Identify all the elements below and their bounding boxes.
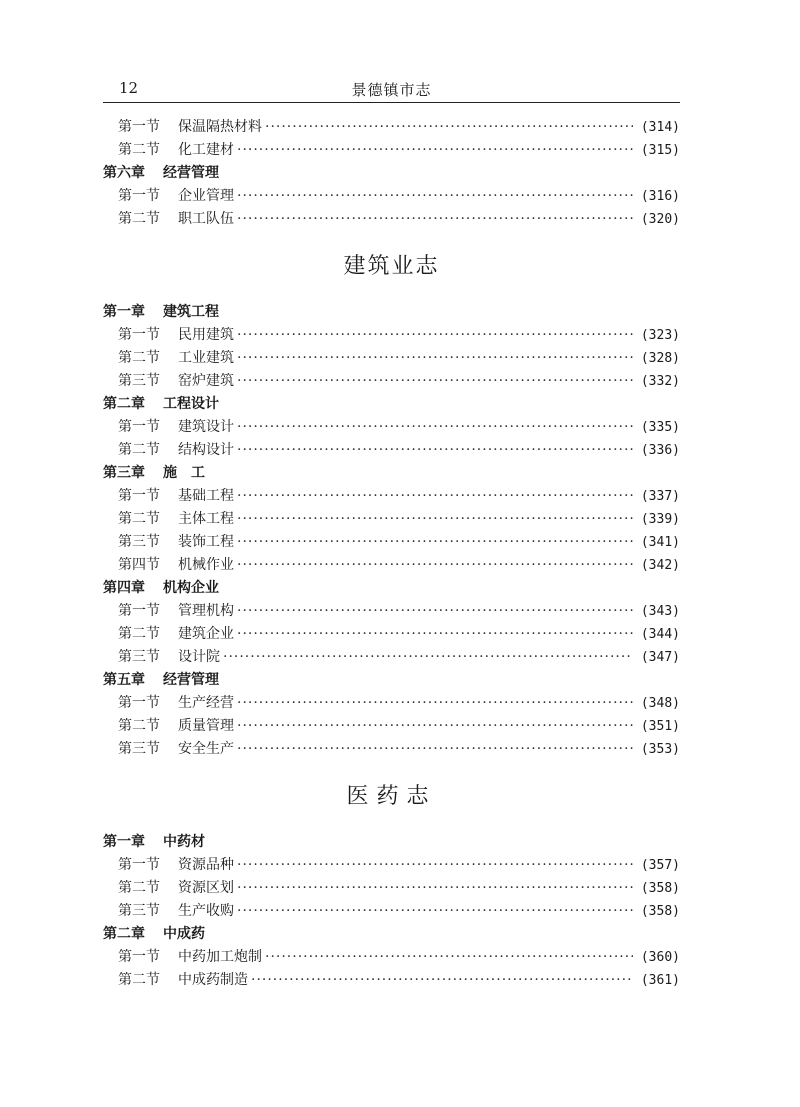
toc-section: 第二节 工业建筑 ····· (328) bbox=[103, 347, 680, 370]
book-title: 景德镇市志 bbox=[351, 81, 432, 99]
toc-section: 第一节 保温隔热材料 ····· (314) bbox=[103, 116, 680, 139]
toc-section: 第二节 结构设计 ····· (336) bbox=[103, 439, 680, 462]
toc-chapter: 第二章 工程设计 bbox=[103, 396, 219, 412]
volume-title: 医药志 bbox=[346, 784, 437, 809]
toc-chapter: 第五章 经营管理 bbox=[103, 672, 219, 688]
toc-section: 第一节 民用建筑 ····· (323) bbox=[103, 324, 680, 347]
toc-section: 第三节 装饰工程 ····· (341) bbox=[103, 531, 680, 554]
toc-section: 第一节 生产经营 ····· (348) bbox=[103, 692, 680, 715]
toc-section: 第二节 职工队伍 ····· (320) bbox=[103, 208, 680, 231]
toc-section: 第二节 建筑企业 ····· (344) bbox=[103, 623, 680, 646]
toc-section: 第二节 质量管理 ····· (351) bbox=[103, 715, 680, 738]
toc-section: 第三节 设计院 ····· (347) bbox=[103, 646, 680, 669]
page-number: 12 bbox=[119, 79, 139, 97]
volume-title: 建筑业志 bbox=[343, 254, 440, 279]
toc-section: 第一节 中药加工炮制 ····· (360) bbox=[103, 946, 680, 969]
toc-chapter: 第六章 经营管理 bbox=[103, 165, 219, 181]
toc-chapter: 第四章 机构企业 bbox=[103, 580, 219, 596]
toc-section: 第三节 安全生产 ····· (353) bbox=[103, 738, 680, 761]
page-header bbox=[103, 76, 680, 103]
toc-chapter: 第一章 中药材 bbox=[103, 834, 205, 850]
toc-section: 第一节 企业管理 ····· (316) bbox=[103, 185, 680, 208]
toc-section: 第四节 机械作业 ····· (342) bbox=[103, 554, 680, 577]
toc-chapter: 第二章 中成药 bbox=[103, 926, 205, 942]
toc-section: 第一节 管理机构 ····· (343) bbox=[103, 600, 680, 623]
toc-section: 第二节 中成药制造 ····· (361) bbox=[103, 969, 680, 992]
toc-section: 第二节 化工建材 ····· (315) bbox=[103, 139, 680, 162]
table-of-contents bbox=[103, 116, 680, 992]
toc-chapter: 第三章 施 工 bbox=[103, 465, 205, 481]
toc-section: 第一节 基础工程 ····· (337) bbox=[103, 485, 680, 508]
toc-section: 第二节 资源区划 ····· (358) bbox=[103, 877, 680, 900]
toc-section: 第二节 主体工程 ····· (339) bbox=[103, 508, 680, 531]
toc-chapter: 第一章 建筑工程 bbox=[103, 304, 219, 320]
toc-section: 第三节 生产收购 ····· (358) bbox=[103, 900, 680, 923]
toc-section: 第一节 建筑设计 ····· (335) bbox=[103, 416, 680, 439]
toc-section: 第三节 窑炉建筑 ····· (332) bbox=[103, 370, 680, 393]
toc-section: 第一节 资源品种 ····· (357) bbox=[103, 854, 680, 877]
